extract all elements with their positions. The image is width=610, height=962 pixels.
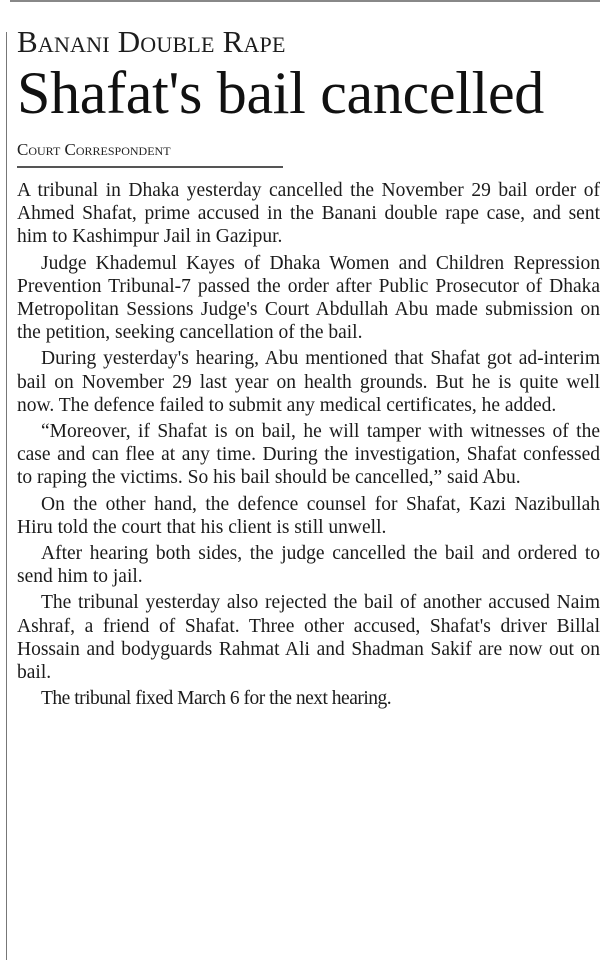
- paragraph: On the other hand, the defence counsel for Shafat, Kazi Nazibullah Hiru told the court that his client is still unwell.: [17, 493, 600, 538]
- kicker: Banani Double Rape: [17, 24, 286, 59]
- paragraph: During yesterday's hearing, Abu mentioned that Shafat got ad-interim bail on November 29 last year on health grounds. But he is quite well now. The defence failed to submit any medical certificates, he added.: [17, 348, 600, 416]
- headline: Shafat's bail cancelled: [17, 60, 545, 126]
- paragraph: After hearing both sides, the judge cancelled the bail and ordered to send him to jail.: [17, 543, 600, 588]
- paragraph: Judge Khademul Kayes of Dhaka Women and Children Repression Prevention Tribunal-7 passed the order after Public Prosecutor of Dhaka Metropolitan Sessions Judge's Court Abdullah Abu made submission on the petition, seeking cancellation of the bail.: [17, 252, 600, 344]
- byline: Court Correspondent: [17, 140, 283, 168]
- paragraph: “Moreover, if Shafat is on bail, he will tamper with witnesses of the case and can flee at any time. During the investigation, Shafat confessed to raping the victims. So his bail should be cancelled,” said Abu.: [17, 421, 600, 489]
- paragraph: A tribunal in Dhaka yesterday cancelled the November 29 bail order of Ahmed Shafat, prime accused in the Banani double rape case, and sent him to Kashimpur Jail in Gazipur.: [17, 180, 600, 248]
- column-rule: [6, 32, 7, 960]
- article-body: [17, 179, 600, 710]
- paragraph: The tribunal yesterday also rejected the bail of another accused Naim Ashraf, a friend of Shafat. Three other accused, Shafat's driver Billal Hossain and bodyguards Rahmat Ali and Shadman Sakif are now out on bail.: [17, 592, 600, 684]
- paragraph: The tribunal fixed March 6 for the next hearing.: [41, 688, 392, 710]
- news-article: [17, 24, 602, 713]
- top-rule: [10, 0, 600, 2]
